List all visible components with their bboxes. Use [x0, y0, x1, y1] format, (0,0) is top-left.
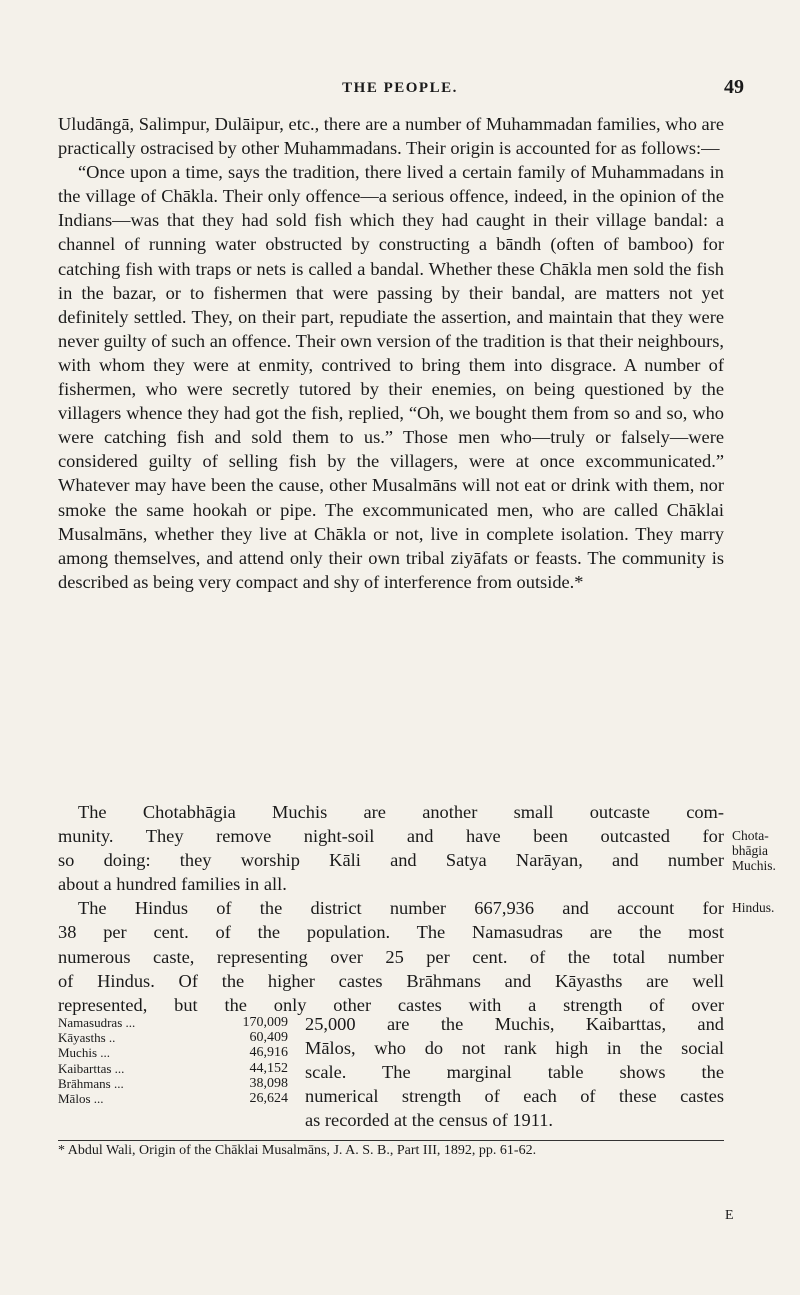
paragraph-3-line: The Chotabhāgia Muchis are another small outcaste com- — [78, 802, 724, 822]
table-row — [58, 1076, 288, 1091]
footnote: * Abdul Wali, Origin of the Chāklai Musalmāns, J. A. S. B., Part III, 1892, pp. 61-62. — [58, 1143, 537, 1158]
paragraph-3-line: so doing: they worship Kāli and Satya Narāyan, and number — [58, 850, 724, 871]
paragraph-4-line: represented, but the only other castes with a strength of over — [58, 994, 724, 1015]
caste-table — [58, 1015, 288, 1106]
paragraph-1: Uludāngā, Salimpur, Dulāipur, etc., there are a number of Muhammadan families, who are practically ostracised by other Muhammadans. Their origin is accounted for as follows:— — [58, 114, 724, 159]
table-adjacent-text — [305, 1012, 724, 1132]
lower-text — [58, 800, 724, 1017]
caste-name: Brāhmans ... — [58, 1075, 124, 1091]
main-text — [58, 112, 724, 594]
table-row — [58, 1030, 288, 1045]
paragraph-2: “Once upon a time, says the tradition, there lived a certain family of Muhammadans in the village of Chākla. Their only offence—a serious offence, indeed, in the opinion of the Indians—was that they had sold fish which they had caught in their village bandal: a channel of running water obstructed by constructing a bāndh (often of bamboo) for catching fish with traps or nets is called a bandal. Whether these Chākla men sold the fish in the bazar, or to fishermen that were passing by their bandal, are matters not yet definitely settled. They, on their part, repudiate the assertion, and maintain that they were never guilty of such an offence. Their own version of the tradition is that their neighbours, with whom they were at enmity, contrived to bring them into disgrace. A number of fishermen, who were secretly tutored by their enemies, on being questioned by the villagers whence they had got the fish, replied, “Oh, we bought them from so and so, who were catching fish and sold them to us.” Those men who—truly or falsely—were considered guilty of selling fish by the villagers, were at once excommunicated.” Whatever may have been the cause, other Musalmāns will not eat or drink with them, nor smoke the same hookah or pipe. The excommunicated men, who are called Chāklai Musalmāns, whether they live at Chākla or not, live in complete isolation. They marry among themselves, and attend only their own tribal ziyāfats or feasts. The community is described as being very compact and shy of interference from outside.* — [58, 162, 724, 592]
caste-name: Kāyasths .. — [58, 1030, 116, 1046]
footnote-divider — [58, 1140, 724, 1141]
running-title: THE PEOPLE. — [342, 80, 458, 96]
paragraph-4-line: The Hindus of the district number 667,936 and account for — [78, 898, 724, 919]
page-number: 49 — [724, 76, 744, 98]
paragraph-4-tail-line: scale. The marginal table shows the — [305, 1062, 724, 1083]
caste-name: Namasudras ... — [58, 1015, 136, 1030]
caste-name: Kaibarttas ... — [58, 1060, 125, 1076]
caste-value: 44,152 — [249, 1060, 288, 1076]
paragraph-4-line: numerous caste, representing over 25 per cent. of the total number — [58, 946, 724, 967]
paragraph-4-tail-line: 25,000 are the Muchis, Kaibarttas, and — [305, 1014, 724, 1034]
table-row — [58, 1045, 288, 1060]
paragraph-3-line: munity. They remove night-soil and have been outcasted for — [58, 826, 724, 847]
paragraph-3-line: about a hundred families in all. — [58, 874, 287, 895]
page-header — [0, 74, 800, 102]
caste-value: 170,009 — [242, 1015, 288, 1030]
paragraph-4-tail-line: Mālos, who do not rank high in the social — [305, 1038, 724, 1059]
paragraph-4-tail-line: as recorded at the census of 1911. — [305, 1110, 554, 1131]
margin-note-hindus: Hindus. — [732, 900, 775, 915]
paragraph-4-tail-line: numerical strength of each of these castes — [305, 1086, 724, 1107]
table-row — [58, 1015, 288, 1030]
paragraph-4-line: of Hindus. Of the higher castes Brāhmans and Kāyasths are well — [58, 970, 724, 991]
caste-value: 38,098 — [249, 1075, 288, 1091]
caste-value: 46,916 — [249, 1045, 288, 1061]
caste-name: Mālos ... — [58, 1091, 104, 1107]
margin-note-chotabhagia: Chota-bhāgia Muchis. — [732, 828, 776, 873]
paragraph-4-line: 38 per cent. of the population. The Namasudras are the most — [58, 922, 724, 943]
caste-value: 60,409 — [249, 1030, 288, 1046]
table-row — [58, 1061, 288, 1076]
table-row — [58, 1091, 288, 1106]
caste-name: Muchis ... — [58, 1045, 110, 1061]
signature-mark: E — [725, 1208, 734, 1223]
caste-value: 26,624 — [249, 1091, 288, 1107]
